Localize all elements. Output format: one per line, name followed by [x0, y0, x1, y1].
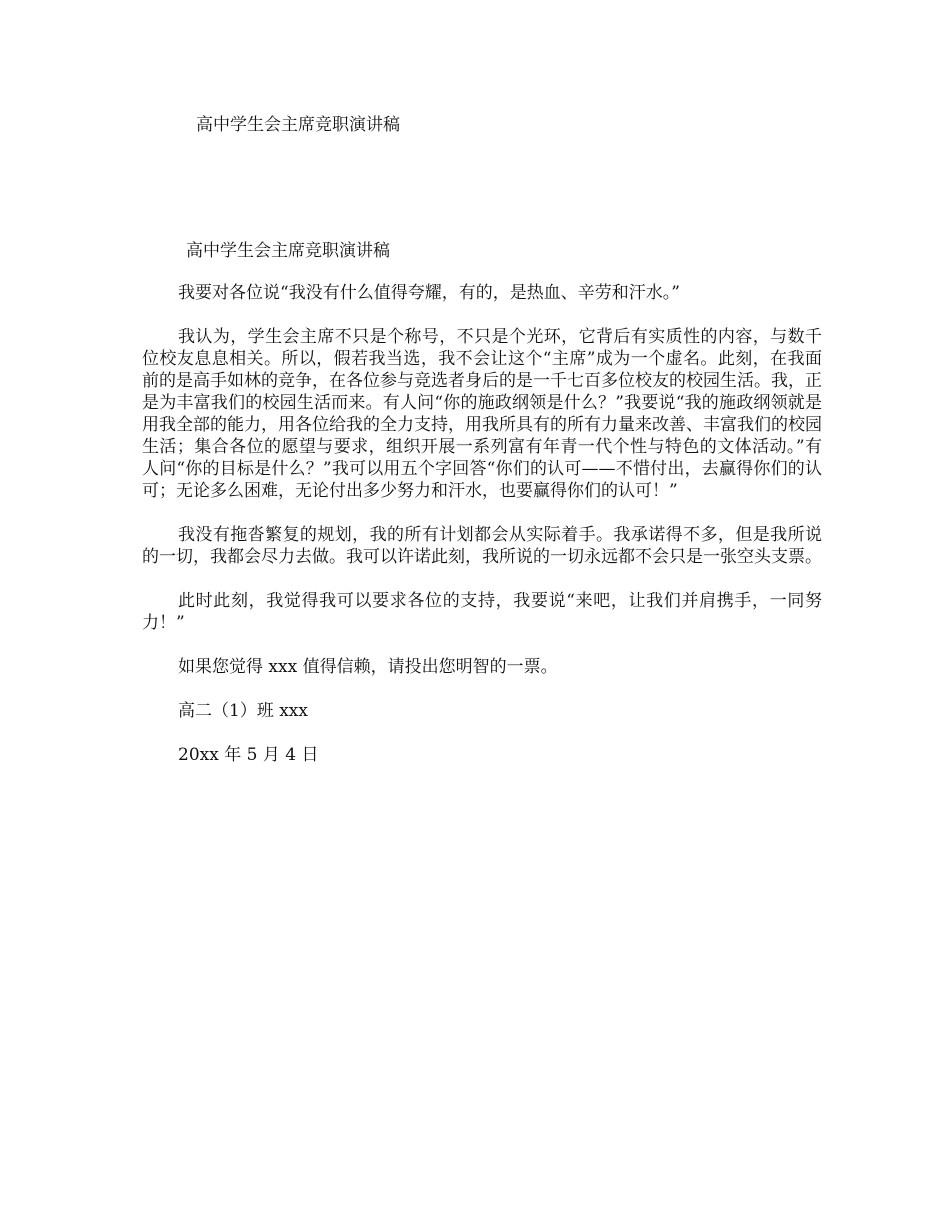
document-title: 高中学生会主席竞职演讲稿: [186, 241, 390, 261]
page-header-title: 高中学生会主席竞职演讲稿: [196, 115, 400, 135]
paragraph-opening: 我要对各位说“我没有什么值得夸耀，有的，是热血、辛劳和汗水。”: [178, 283, 680, 303]
paragraph-vote-request: 如果您觉得 xxx 值得信赖，请投出您明智的一票。: [178, 657, 558, 677]
signature-class: 高二（1）班 xxx: [178, 701, 308, 721]
paragraph-platform: 我认为，学生会主席不只是个称号，不只是个光环，它背后有实质性的内容，与数千位校友息息相关。所以，假若我当选，我不会让这个“主席”成为一个虚名。此刻，在我面前的是高手如林的竞争，在各位参与竞选者身后的是一千七百多位校友的校园生活。我，正是为丰富我们的校园生活而来。有人问“你的施政纲领是什么？”我要说“我的施政纲领就是用我全部的能力，用各位给我的全力支持，用我所具有的所有力量来改善、丰富我们的校园生活；集合各位的愿望与要求，组织开展一系列富有年青一代个性与特色的文体活动。”有人问“你的目标是什么？”我可以用五个字回答“你们的认可——不惜付出，去赢得你们的认可；无论多么困难，无论付出多少努力和汗水，也要赢得你们的认可！”: [142, 327, 822, 501]
paragraph-call-to-action: 此时此刻，我觉得我可以要求各位的支持，我要说“来吧，让我们并肩携手，一同努力！”: [142, 591, 822, 633]
document-body: [142, 240, 822, 788]
signature-date: 20xx 年 5 月 4 日: [178, 745, 319, 765]
paragraph-commitment: 我没有拖沓繁复的规划，我的所有计划都会从实际着手。我承诺得不多，但是我所说的一切，我都会尽力去做。我可以许诺此刻，我所说的一切永远都不会只是一张空头支票。: [142, 525, 822, 567]
